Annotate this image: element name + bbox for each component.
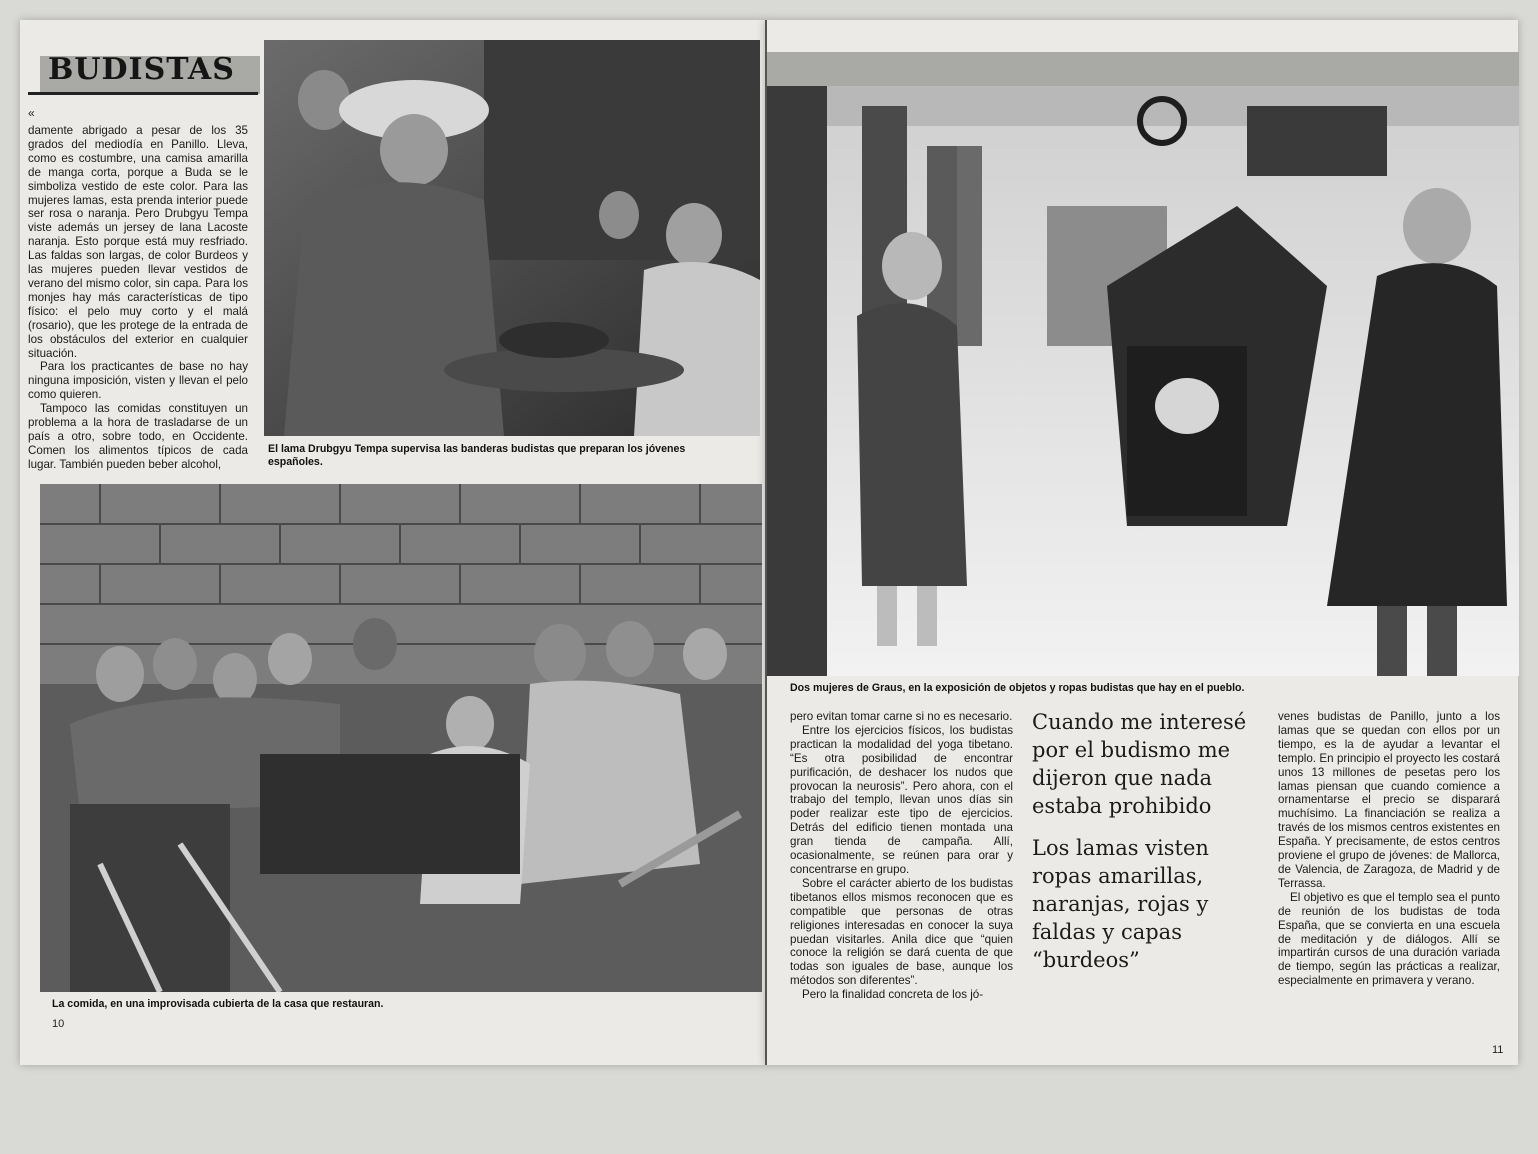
caption-meal: La comida, en una improvisada cubierta de la casa que restauran. xyxy=(52,998,384,1010)
header-band-right xyxy=(767,52,1519,86)
left-paragraph-1: damente abrigado a pesar de los 35 grados del mediodía en Panillo. Lleva, como es costumbre, una camisa amarilla de manga corta, porque a Buda se le simboliza vestido de este color. Para las mujeres lamas, esta prenda interior puede ser rosa o naranja. Pero Drubgyu Tempa viste además un jersey de lana Lacoste naranja. Esto porque está muy resfriado. Las faldas son largas, de color Burdeos y las mujeres pueden llevar vestidos de verano del mismo color, sin capa. Para los monjes hay más características de tipo físico: el pelo muy corto y el malá (rosario), que les protege de la entrada de los obstáculos del exterior en cualquier situación. xyxy=(28,124,248,360)
caption-women: Dos mujeres de Graus, en la exposición de objetos y ropas budistas que hay en el pueblo. xyxy=(790,682,1245,694)
photo-lama-supervising xyxy=(264,40,760,436)
title-rule xyxy=(28,92,258,95)
page-number-left: 10 xyxy=(52,1018,65,1030)
middle-paragraph-2: Entre los ejercicios físicos, los budistas practican la modalidad del yoga tibetano. “Es otra posibilidad de encontrar purificación, de deshacer los nudos que provocan la neurosis”. Pero ahora, con el trabajo del templo, llevan unos días sin poder realizar este tipo de ejercicios. Detrás del edificio tienen montada una gran tienda de campaña. Allí, ocasionalmente, se reúnen para orar y concentrarse en grupo. xyxy=(790,723,1013,876)
pull-quotes xyxy=(1032,708,1252,984)
continuation-marker: « xyxy=(28,106,35,120)
photo-women-image xyxy=(767,86,1519,676)
middle-paragraph-3: Sobre el carácter abierto de los budistas tibetanos ellos mismos reconocen que es compatible que personas de otras religiones interesadas en conocer la suya puedan visitarles. Anila dice que “quien conoce la religión se dará cuenta de que todas son iguales de base, aunque los métodos son diferentes”. xyxy=(790,876,1013,988)
right-paragraph-1: venes budistas de Panillo, junto a los lamas que se quedan con ellos por un tiempo, es la de ayudar a levantar el templo. En principio el proyecto les costará unos 13 millones de pesetas pero los lamas piensan que cuando comience a ornamentarse el precio se disparará muchísimo. La financiación se realiza a través de los mismos centros existentes en España. Y precisamente, de estos centros proviene el grupo de jóvenes: de Mallorca, de Valencia, de Zaragoza, de Madrid y de Terrassa. xyxy=(1278,710,1500,890)
middle-column xyxy=(790,710,1013,1002)
right-paragraph-2: El objetivo es que el templo sea el punto de reunión de los budistas de toda España, que se convierta en una escuela de meditación y de diálogos. Allí se impartirán cursos de una duración variada de tiempo, según las prácticas a realizar, especialmente en primavera y verano. xyxy=(1278,890,1500,988)
photo-lama-image xyxy=(264,40,760,436)
photo-meal xyxy=(40,484,762,992)
right-column xyxy=(1278,710,1500,988)
photo-women-exhibition xyxy=(767,86,1519,676)
left-paragraph-2: Para los practicantes de base no hay ninguna imposición, visten y llevan el pelo como quieren. xyxy=(28,360,248,402)
middle-paragraph-4: Pero la finalidad concreta de los jó- xyxy=(802,988,984,1002)
middle-paragraph-1: pero evitan tomar carne si no es necesario. xyxy=(790,710,1013,723)
page-number-right: 11 xyxy=(1492,1044,1504,1056)
left-column xyxy=(28,124,248,472)
photo-meal-image xyxy=(40,484,762,992)
pull-quote-2: Los lamas visten ropas amarillas, naranjas, rojas y faldas y capas “burdeos” xyxy=(1032,836,1209,972)
left-paragraph-3: Tampoco las comidas constituyen un problema a la hora de trasladarse de un país a otro, sobre todo, en Occidente. Comen los alimentos típicos de cada lugar. También pueden beber alcohol, xyxy=(28,402,248,471)
pull-quote-1: Cuando me interesé por el budismo me dijeron que nada estaba prohibido xyxy=(1032,710,1247,818)
article-title: BUDISTAS xyxy=(48,52,235,87)
caption-lama: El lama Drubgyu Tempa supervisa las banderas budistas que preparan los jóvenes españoles. xyxy=(268,443,686,468)
